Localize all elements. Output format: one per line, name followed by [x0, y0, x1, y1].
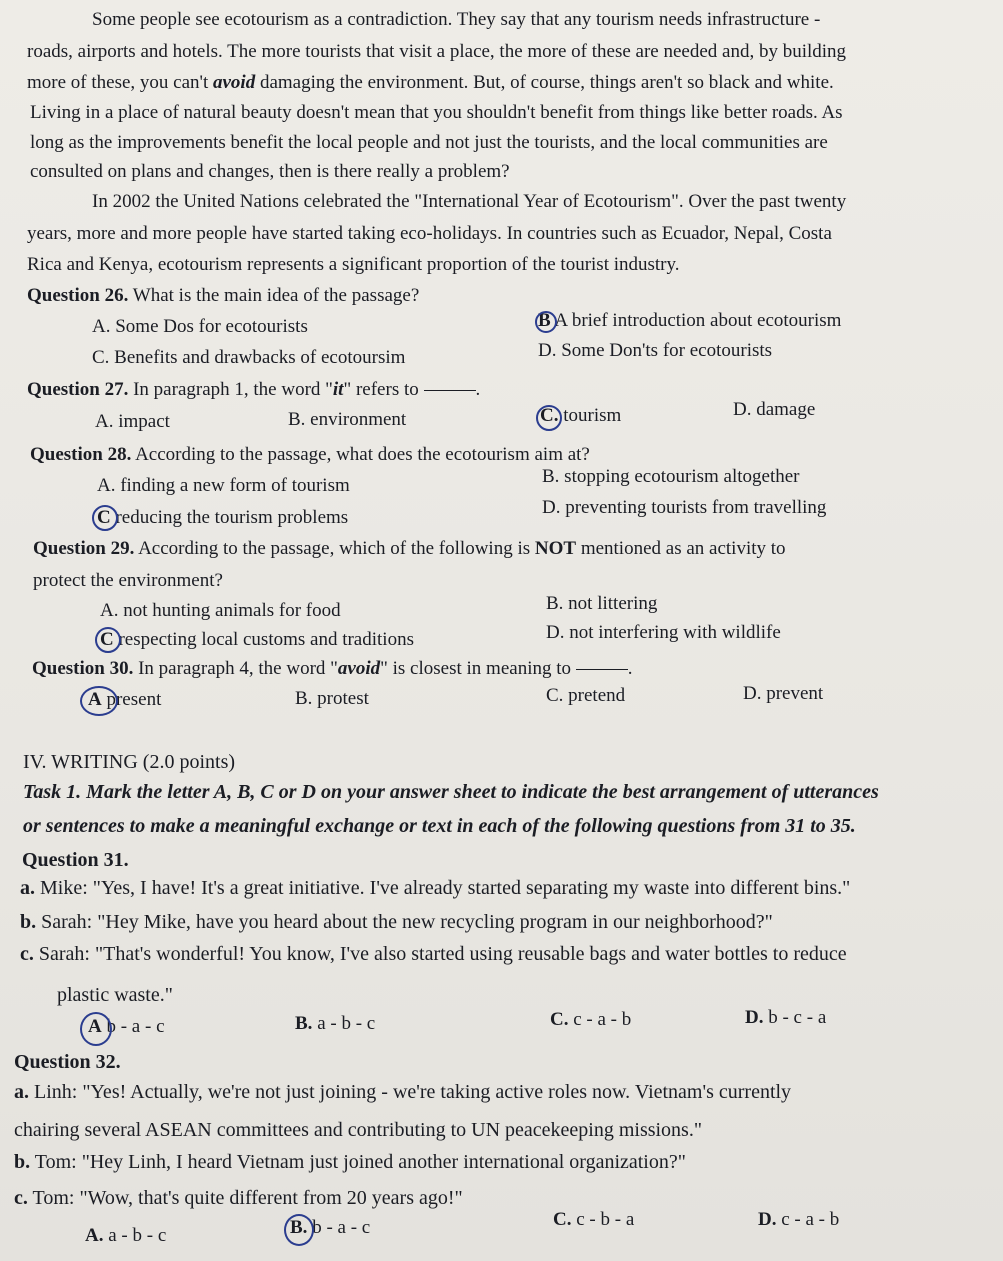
p2-line-1: In 2002 the United Nations celebrated the "International Year of Ecotourism". Over the past twenty — [92, 191, 847, 212]
q30-text-b: " is closest in meaning to — [380, 658, 571, 679]
q32-b-option-letter: B. — [290, 1217, 308, 1238]
q29-text-b: mentioned as an activity to — [580, 538, 786, 559]
writing-heading: IV. WRITING (2.0 points) — [23, 751, 236, 773]
q29-option-a[interactable]: A. not hunting animals for food — [100, 600, 341, 621]
q26-option-a[interactable]: A. Some Dos for ecotourists — [92, 316, 308, 337]
q32-option-d[interactable] — [758, 1208, 839, 1232]
q31-c-option-letter: C. — [550, 1009, 569, 1030]
q32-b-letter: b. — [14, 1151, 31, 1173]
q31-d-option-letter: D. — [745, 1007, 764, 1028]
q31-b-letter: b. — [20, 911, 37, 933]
q32-c-option-letter: C. — [553, 1209, 572, 1230]
q28-stem — [30, 443, 590, 467]
q27-option-a[interactable]: A. impact — [95, 411, 170, 432]
q31-b-text: Sarah: "Hey Mike, have you heard about the new recycling program in our neighborhood?" — [41, 911, 773, 933]
q26-option-d[interactable]: D. Some Don'ts for ecotourists — [538, 340, 773, 361]
q32-c — [14, 1186, 463, 1210]
q27-c-text: tourism — [563, 405, 622, 426]
q32-c-letter: c. — [14, 1187, 28, 1209]
q26-option-b[interactable] — [538, 309, 841, 333]
q30-text-a: In paragraph 4, the word " — [138, 658, 338, 679]
q27-blank — [424, 390, 476, 391]
q27-c-letter: C. — [540, 405, 559, 426]
q31-c-letter: c. — [20, 943, 34, 965]
q27-stem — [27, 378, 480, 402]
q31-a-option-text: b - a - c — [106, 1016, 165, 1037]
q31-c — [20, 942, 847, 966]
q29-not: NOT — [534, 538, 577, 559]
q32-label: Question 32. — [14, 1051, 121, 1073]
q31-d-option-text: b - c - a — [768, 1007, 827, 1028]
q32-a-text: Linh: "Yes! Actually, we're not just joining - we're taking active roles now. Vietnam's currently — [34, 1081, 792, 1103]
q28-label: Question 28. — [30, 444, 132, 465]
q32-option-a[interactable] — [85, 1224, 166, 1248]
q31-b-option-text: a - b - c — [317, 1013, 376, 1034]
q28-option-d[interactable]: D. preventing tourists from travelling — [542, 497, 827, 518]
q32-b — [14, 1150, 686, 1174]
q32-a — [14, 1080, 791, 1104]
q29-option-c[interactable] — [100, 628, 414, 652]
q26-stem — [27, 284, 419, 308]
q27-word: it — [332, 379, 344, 400]
p1-line-6: consulted on plans and changes, then is there really a problem? — [30, 161, 510, 182]
q32-a-option-letter: A. — [85, 1225, 104, 1246]
q31-a-text: Mike: "Yes, I have! It's a great initiative. I've already started separating my waste into different bins." — [40, 877, 851, 899]
q26-label: Question 26. — [27, 285, 129, 306]
q29-label: Question 29. — [33, 538, 135, 559]
q29-option-d[interactable]: D. not interfering with wildlife — [546, 622, 781, 643]
q27-option-c[interactable] — [540, 404, 621, 428]
q30-option-a[interactable] — [88, 688, 161, 712]
q28-c-letter: C — [97, 507, 111, 528]
p1-line-3b: damaging the environment. But, of course, things aren't so black and white. — [259, 72, 834, 93]
q32-b-text: Tom: "Hey Linh, I heard Vietnam just joined another international organization?" — [34, 1151, 686, 1173]
q29-c-text: respecting local customs and traditions — [118, 629, 414, 650]
q32-d-option-letter: D. — [758, 1209, 777, 1230]
q26-text: What is the main idea of the passage? — [132, 285, 420, 306]
p1-line-5: long as the improvements benefit the local people and not just the tourists, and the local communities are — [30, 132, 828, 153]
q30-a-letter: A — [88, 689, 102, 710]
q31-b-option-letter: B. — [295, 1013, 313, 1034]
q32-c-text: Tom: "Wow, that's quite different from 20 years ago!" — [32, 1187, 463, 1209]
q28-text: According to the passage, what does the ecotourism aim at? — [135, 444, 590, 465]
q29-text-a: According to the passage, which of the following is — [138, 538, 531, 559]
q31-option-d[interactable] — [745, 1006, 826, 1030]
q30-label: Question 30. — [32, 658, 134, 679]
q26-b-text: A brief introduction about ecotourism — [554, 310, 842, 331]
q27-tail: . — [475, 379, 481, 400]
q30-option-c[interactable]: C. pretend — [546, 685, 626, 706]
q27-option-d[interactable]: D. damage — [733, 399, 816, 420]
q31-a-letter: a. — [20, 877, 35, 899]
q32-c-option-text: c - b - a — [576, 1209, 635, 1230]
q31-c-option-text: c - a - b — [573, 1009, 632, 1030]
q31-option-c[interactable] — [550, 1008, 631, 1032]
q32-b-option-text: b - a - c — [312, 1217, 371, 1238]
q27-option-b[interactable]: B. environment — [288, 409, 407, 430]
q29-stem-line-2: protect the environment? — [33, 570, 223, 591]
q30-blank — [576, 669, 628, 670]
q30-stem — [32, 657, 633, 681]
q32-option-c[interactable] — [553, 1208, 634, 1232]
p2-line-3: Rica and Kenya, ecotourism represents a significant proportion of the tourist industry. — [27, 254, 680, 275]
q27-text-b: " refers to — [343, 379, 419, 400]
p2-line-2: years, more and more people have started taking eco-holidays. In countries such as Ecuador, Nepal, Costa — [27, 223, 832, 244]
q30-word: avoid — [337, 658, 381, 679]
avoid-word: avoid — [212, 72, 256, 93]
q27-label: Question 27. — [27, 379, 129, 400]
q32-option-b[interactable] — [290, 1216, 370, 1240]
q31-a-option-letter: A — [88, 1016, 102, 1037]
q30-option-d[interactable]: D. prevent — [743, 683, 824, 704]
q31-option-b[interactable] — [295, 1012, 375, 1036]
q29-option-b[interactable]: B. not littering — [546, 593, 658, 614]
q27-text-a: In paragraph 1, the word " — [133, 379, 333, 400]
q28-c-text: reducing the tourism problems — [115, 507, 349, 528]
q31-c-text: Sarah: "That's wonderful! You know, I've also started using reusable bags and water bottles to reduce — [38, 943, 847, 965]
q31-option-a[interactable] — [88, 1015, 165, 1039]
p1-line-3 — [27, 71, 834, 95]
q31-a — [20, 876, 850, 900]
q31-b — [20, 910, 773, 934]
q30-option-b[interactable]: B. protest — [295, 688, 369, 709]
p1-line-3a: more of these, you can't — [27, 72, 213, 93]
q31-label: Question 31. — [22, 849, 129, 871]
q32-a-line-2: chairing several ASEAN committees and contributing to UN peacekeeping missions." — [14, 1119, 703, 1141]
q28-option-b[interactable]: B. stopping ecotourism altogether — [542, 466, 800, 487]
q28-option-c[interactable] — [97, 506, 348, 530]
q30-tail: . — [627, 658, 633, 679]
task-line-1: Task 1. Mark the letter A, B, C or D on your answer sheet to indicate the best arrangement of utterances — [23, 781, 879, 803]
task-line-2: or sentences to make a meaningful exchange or text in each of the following questions from 31 to 35. — [23, 815, 856, 837]
q26-option-c[interactable]: C. Benefits and drawbacks of ecotoursim — [92, 347, 406, 368]
q32-a-letter: a. — [14, 1081, 29, 1103]
p1-line-1: Some people see ecotourism as a contradiction. They say that any tourism needs infrastructure - — [92, 9, 821, 30]
q31-c-line-2: plastic waste." — [57, 984, 173, 1006]
q30-a-text: present — [106, 689, 162, 710]
q29-stem — [33, 537, 786, 561]
q32-d-option-text: c - a - b — [781, 1209, 840, 1230]
q28-option-a[interactable]: A. finding a new form of tourism — [97, 475, 350, 496]
q26-b-letter: B — [538, 310, 551, 331]
p1-line-2: roads, airports and hotels. The more tourists that visit a place, the more of these are needed and, by building — [27, 41, 847, 62]
p1-line-4: Living in a place of natural beauty doesn't mean that you shouldn't benefit from things like better roads. As — [30, 102, 843, 123]
q32-a-option-text: a - b - c — [108, 1225, 167, 1246]
q29-c-letter: C — [100, 629, 114, 650]
